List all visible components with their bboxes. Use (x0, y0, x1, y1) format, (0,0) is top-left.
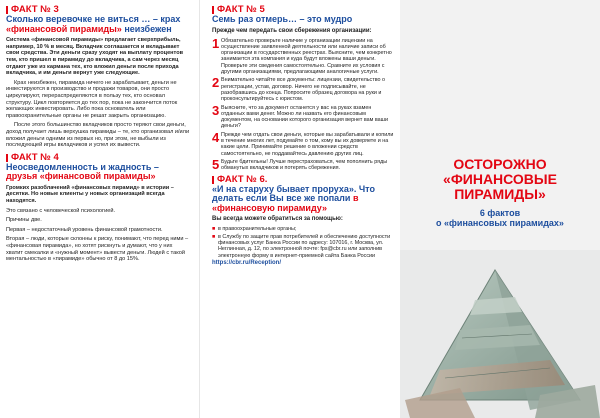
item-text: Обязательно проверьте наличие у организации лицензии на осуществление заявленной деятельности или наличие записи об организации в государственных реестрах. Выясните, чем конкретно занимается эта компания и куда будут вложены ваши деньги. Проверьте эти сведения самостоятельно. Сравните их условия с другими организациями, предлагающими аналогичные услуги. (221, 37, 392, 76)
list-item (212, 129, 394, 157)
fact5-list (212, 35, 394, 172)
fact5-title: Семь раз отмерь… – это мудро (212, 14, 353, 24)
item-text: Будьте бдительны! Лучше перестраховаться, чем пополнить ряды обманутых вкладчиков и потерять сбережения. (221, 158, 388, 172)
fact3-title-b: неизбежен (121, 23, 172, 34)
fact4-paragraph-1: Громких разоблачений «финансовых пирамид» в истории – десятки. Но новые клиенты у новых организаций всегда находятся. (6, 184, 174, 205)
list-item (212, 102, 394, 130)
list-item (212, 234, 394, 259)
bullet-icon: ■ (212, 233, 216, 240)
list-item (212, 77, 394, 102)
fact6-title-a: «И на старуху бывает проруха». Что делать если Вы все же попали (212, 183, 375, 204)
list-item (212, 226, 394, 232)
column-middle (200, 0, 400, 418)
item-number: 4 (212, 129, 220, 145)
fact3-paragraph-1: Система «финансовой пирамиды» предлагает сверхприбыль, например, 10 % в месяц. Вкладчик соглашается и вкладывает свои средства. Эти деньги сразу уходят на выплату процентов тем, кто пришел в пирамиду до вкладчика, а сам через месяц отдают уже из кармана тех, кто вложил деньги после прихода вкладчика, и им деньги вернут уже следующие. (6, 37, 184, 77)
item-text: Прежде чем отдать свои деньги, которые вы зарабатывали и копили в течение многих лет, подумайте о том, кому вы их доверяете и на какие цели. Принимайте решение о вложении средств самостоятельно, не поддавайтесь давлению других лиц. (221, 131, 394, 157)
list-item (212, 35, 394, 76)
fact6-title (212, 185, 394, 214)
banknote-pyramid-illustration (400, 250, 600, 418)
fact-marker-bar (6, 154, 8, 162)
cover-title-line: ОСТОРОЖНО (453, 156, 547, 172)
cover-title-line: «ФИНАНСОВЫЕ (443, 171, 557, 187)
fact3-title-a: Сколько веревочке не виться … – крах (6, 14, 181, 24)
fact3-label-text: ФАКТ № 3 (11, 4, 59, 15)
fact-marker-bar (6, 6, 8, 14)
fact3-title (6, 15, 190, 34)
item-text: Внимательно читайте все документы: лицензии, свидетельство о регистрации, устав, договор. Ничего не подписывайте, не разобравшись до конца. Попросите образец договора на руки и проконсультируйтесь с юристом. (221, 77, 385, 103)
item-number: 5 (212, 156, 220, 172)
column-left (0, 0, 198, 418)
fact6-lede: Вы всегда можете обратиться за помощью: (212, 216, 343, 223)
fact3-title-red: «финансовой пирамиды» (6, 23, 122, 34)
item-number: 1 (212, 35, 220, 51)
list-item (212, 156, 394, 172)
bullet-icon: ■ (212, 226, 216, 233)
cover-title-line: ПИРАМИДЫ» (454, 186, 546, 202)
fact3-paragraph-2: Крах неизбежен, пирамида ничего не зарабатывает, деньги не инвестируются в производство и продажи товаров, они просто циркулируют, перераспределяются в пользу тех, кто основал структуру. Цикл повторяется до тех пор, пока не закончится поток желающих инвестировать. Либо пока основатель или правоохранительные органы не решат закрыть организацию. (6, 79, 178, 119)
item-number: 3 (212, 102, 220, 118)
cover-subtitle-line: 6 фактов (479, 208, 521, 218)
cover-subtitle (400, 208, 600, 228)
cover-panel (400, 0, 600, 418)
fact3-paragraph-3: После этого большинство вкладчиков просто теряют свои деньги, доход получает лишь верхушка пирамиды – те, кто организовал и/или вложил деньги одними из первых но, при этом, не выбыли из последующей игры вкладчиков и успел их вывести. (6, 122, 190, 149)
fact4-paragraph-3: Причины две. (6, 217, 42, 224)
fact4-paragraph-4: Первая – недостаточный уровень финансовой грамотности. (6, 226, 163, 233)
fact4-paragraph-5: Вторая – люди, которые склонны к риску, понимают, что перед ними – «финансовая пирамида», но хотят рискнуть и думают, что у них хватит смекалки и «нужный момент» вывести деньги. Людей с такой ментальностью в «пирамиде» обычно от 8 до 15%. (6, 236, 189, 263)
item-text: в Службу по защите прав потребителей и обеспечению доступности финансовых услуг Банка России по адресу: 107016, г. Москва, ул. Неглинная, д. 12, по электронной почте: fps@cbr.ru или заполнив электронную форму в интернет-приемной сайта Банка России (218, 233, 391, 259)
fact5-label-text: ФАКТ № 5 (217, 4, 265, 15)
fact6-label-text: ФАКТ № 6. (217, 173, 268, 185)
fact4-title-red: друзья «финансовой пирамиды» (6, 171, 156, 182)
cover-title (400, 157, 600, 202)
fact4-paragraph-2: Это связано с человеческой психологией. (6, 207, 115, 214)
fact4-title (6, 163, 190, 182)
fact4-label-text: ФАКТ № 4 (11, 151, 59, 163)
reception-link[interactable]: https://cbr.ru/Reception/ (212, 259, 282, 266)
item-text: Выясните, что за документ останется у вас на руках взамен отданных вами денег. Можно ли назвать его финансовым документом, на основании которого организация вернет вам ваши деньги? (221, 104, 388, 130)
item-text: в правоохранительные органы; (218, 226, 297, 233)
fact-marker-bar (212, 6, 214, 14)
fact4-title-a: Неосведомленность и жадность – (6, 161, 159, 172)
item-number: 2 (212, 75, 220, 91)
fact-marker-bar (212, 176, 214, 184)
cover-subtitle-line: о «финансовых пирамидах» (436, 218, 564, 228)
fact6-title-red: в «финансовую пирамиду» (212, 193, 359, 213)
fact5-lede: Прежде чем передать свои сбережения организации: (212, 27, 372, 34)
